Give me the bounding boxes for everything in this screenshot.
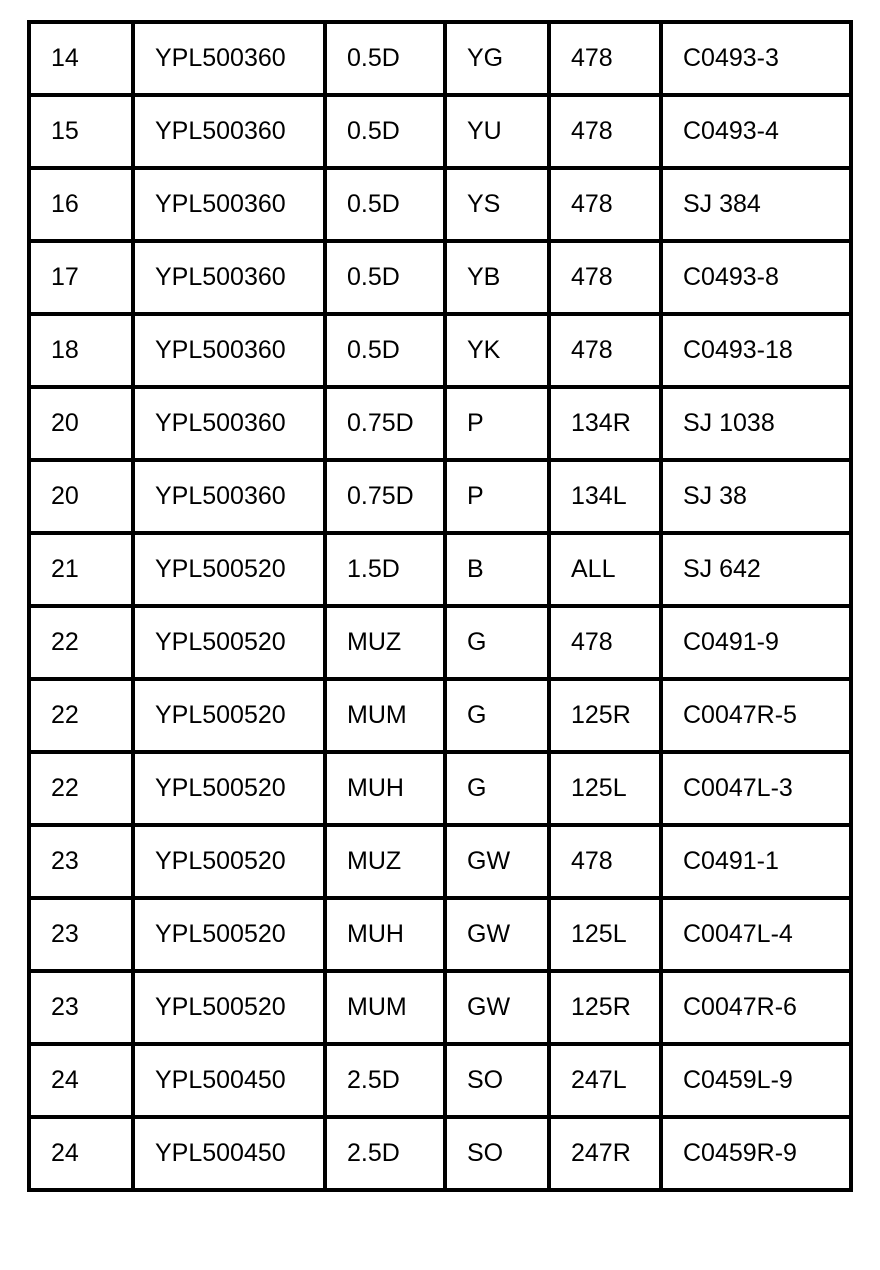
table-cell-type: 0.5D	[325, 314, 445, 387]
table-cell-item-number: 20	[29, 387, 133, 460]
table-cell-reference: C0493-8	[661, 241, 851, 314]
table-cell-reference: SJ 384	[661, 168, 851, 241]
table-cell-code: G	[445, 752, 549, 825]
table-cell-size: 247R	[549, 1117, 661, 1190]
table-cell-part-number: YPL500450	[133, 1044, 325, 1117]
table-cell-code: YU	[445, 95, 549, 168]
table-cell-code: YS	[445, 168, 549, 241]
table-cell-code: G	[445, 679, 549, 752]
table-cell-item-number: 15	[29, 95, 133, 168]
table-cell-code: P	[445, 387, 549, 460]
table-cell-size: 478	[549, 22, 661, 95]
table-cell-code: YB	[445, 241, 549, 314]
table-cell-size: 478	[549, 241, 661, 314]
table-cell-part-number: YPL500360	[133, 387, 325, 460]
table-cell-code: B	[445, 533, 549, 606]
table-cell-type: MUM	[325, 679, 445, 752]
table-row	[29, 314, 851, 387]
parts-table	[27, 20, 853, 1192]
table-cell-reference: C0047L-4	[661, 898, 851, 971]
table-cell-part-number: YPL500360	[133, 168, 325, 241]
table-cell-reference: C0493-4	[661, 95, 851, 168]
table-cell-part-number: YPL500360	[133, 314, 325, 387]
table-cell-reference: C0047R-6	[661, 971, 851, 1044]
table-cell-code: YK	[445, 314, 549, 387]
table-row	[29, 241, 851, 314]
table-cell-type: 0.5D	[325, 22, 445, 95]
table-row	[29, 168, 851, 241]
table-cell-type: MUZ	[325, 825, 445, 898]
table-cell-reference: C0047R-5	[661, 679, 851, 752]
table-cell-reference: C0491-1	[661, 825, 851, 898]
table-cell-item-number: 24	[29, 1044, 133, 1117]
table-row	[29, 95, 851, 168]
table-cell-reference: C0459L-9	[661, 1044, 851, 1117]
parts-table-container	[27, 20, 853, 1192]
table-cell-type: MUM	[325, 971, 445, 1044]
table-cell-size: 125R	[549, 679, 661, 752]
table-cell-part-number: YPL500520	[133, 533, 325, 606]
table-cell-code: GW	[445, 971, 549, 1044]
table-cell-part-number: YPL500520	[133, 971, 325, 1044]
table-cell-size: 134R	[549, 387, 661, 460]
table-cell-code: SO	[445, 1044, 549, 1117]
table-cell-code: G	[445, 606, 549, 679]
table-cell-type: 0.75D	[325, 387, 445, 460]
table-cell-item-number: 20	[29, 460, 133, 533]
table-cell-type: 0.5D	[325, 241, 445, 314]
table-cell-item-number: 22	[29, 606, 133, 679]
table-cell-reference: C0493-18	[661, 314, 851, 387]
table-cell-item-number: 17	[29, 241, 133, 314]
table-cell-item-number: 23	[29, 825, 133, 898]
table-cell-type: MUZ	[325, 606, 445, 679]
table-cell-size: 125L	[549, 752, 661, 825]
table-row	[29, 752, 851, 825]
table-cell-part-number: YPL500360	[133, 22, 325, 95]
table-cell-code: GW	[445, 898, 549, 971]
table-cell-size: 478	[549, 825, 661, 898]
table-cell-part-number: YPL500520	[133, 825, 325, 898]
table-cell-size: 134L	[549, 460, 661, 533]
table-row	[29, 533, 851, 606]
table-cell-code: SO	[445, 1117, 549, 1190]
table-cell-reference: C0493-3	[661, 22, 851, 95]
table-row	[29, 387, 851, 460]
table-cell-reference: SJ 1038	[661, 387, 851, 460]
parts-table-body	[29, 22, 851, 1190]
table-cell-code: YG	[445, 22, 549, 95]
table-cell-type: 2.5D	[325, 1044, 445, 1117]
table-row	[29, 679, 851, 752]
table-cell-part-number: YPL500360	[133, 241, 325, 314]
table-cell-size: 125L	[549, 898, 661, 971]
table-cell-part-number: YPL500520	[133, 679, 325, 752]
table-cell-reference: C0459R-9	[661, 1117, 851, 1190]
table-cell-size: 247L	[549, 1044, 661, 1117]
table-cell-reference: C0047L-3	[661, 752, 851, 825]
table-cell-item-number: 22	[29, 679, 133, 752]
table-cell-item-number: 14	[29, 22, 133, 95]
table-cell-size: 478	[549, 168, 661, 241]
table-row	[29, 22, 851, 95]
table-cell-item-number: 22	[29, 752, 133, 825]
table-cell-type: 0.75D	[325, 460, 445, 533]
table-row	[29, 825, 851, 898]
table-cell-size: 125R	[549, 971, 661, 1044]
table-cell-item-number: 21	[29, 533, 133, 606]
table-cell-part-number: YPL500520	[133, 898, 325, 971]
table-cell-reference: SJ 38	[661, 460, 851, 533]
table-cell-reference: SJ 642	[661, 533, 851, 606]
table-cell-item-number: 23	[29, 971, 133, 1044]
table-cell-item-number: 18	[29, 314, 133, 387]
table-row	[29, 1117, 851, 1190]
table-cell-part-number: YPL500520	[133, 752, 325, 825]
table-cell-size: 478	[549, 95, 661, 168]
table-cell-size: ALL	[549, 533, 661, 606]
table-cell-part-number: YPL500360	[133, 95, 325, 168]
table-cell-reference: C0491-9	[661, 606, 851, 679]
table-cell-type: MUH	[325, 898, 445, 971]
table-cell-code: GW	[445, 825, 549, 898]
table-cell-type: 0.5D	[325, 168, 445, 241]
table-cell-size: 478	[549, 314, 661, 387]
table-cell-part-number: YPL500520	[133, 606, 325, 679]
table-row	[29, 971, 851, 1044]
table-cell-item-number: 23	[29, 898, 133, 971]
table-cell-code: P	[445, 460, 549, 533]
table-cell-part-number: YPL500450	[133, 1117, 325, 1190]
table-cell-type: MUH	[325, 752, 445, 825]
table-row	[29, 1044, 851, 1117]
table-row	[29, 606, 851, 679]
table-cell-type: 0.5D	[325, 95, 445, 168]
table-cell-type: 2.5D	[325, 1117, 445, 1190]
table-cell-size: 478	[549, 606, 661, 679]
table-row	[29, 460, 851, 533]
table-cell-item-number: 16	[29, 168, 133, 241]
table-cell-item-number: 24	[29, 1117, 133, 1190]
table-cell-type: 1.5D	[325, 533, 445, 606]
table-row	[29, 898, 851, 971]
table-cell-part-number: YPL500360	[133, 460, 325, 533]
